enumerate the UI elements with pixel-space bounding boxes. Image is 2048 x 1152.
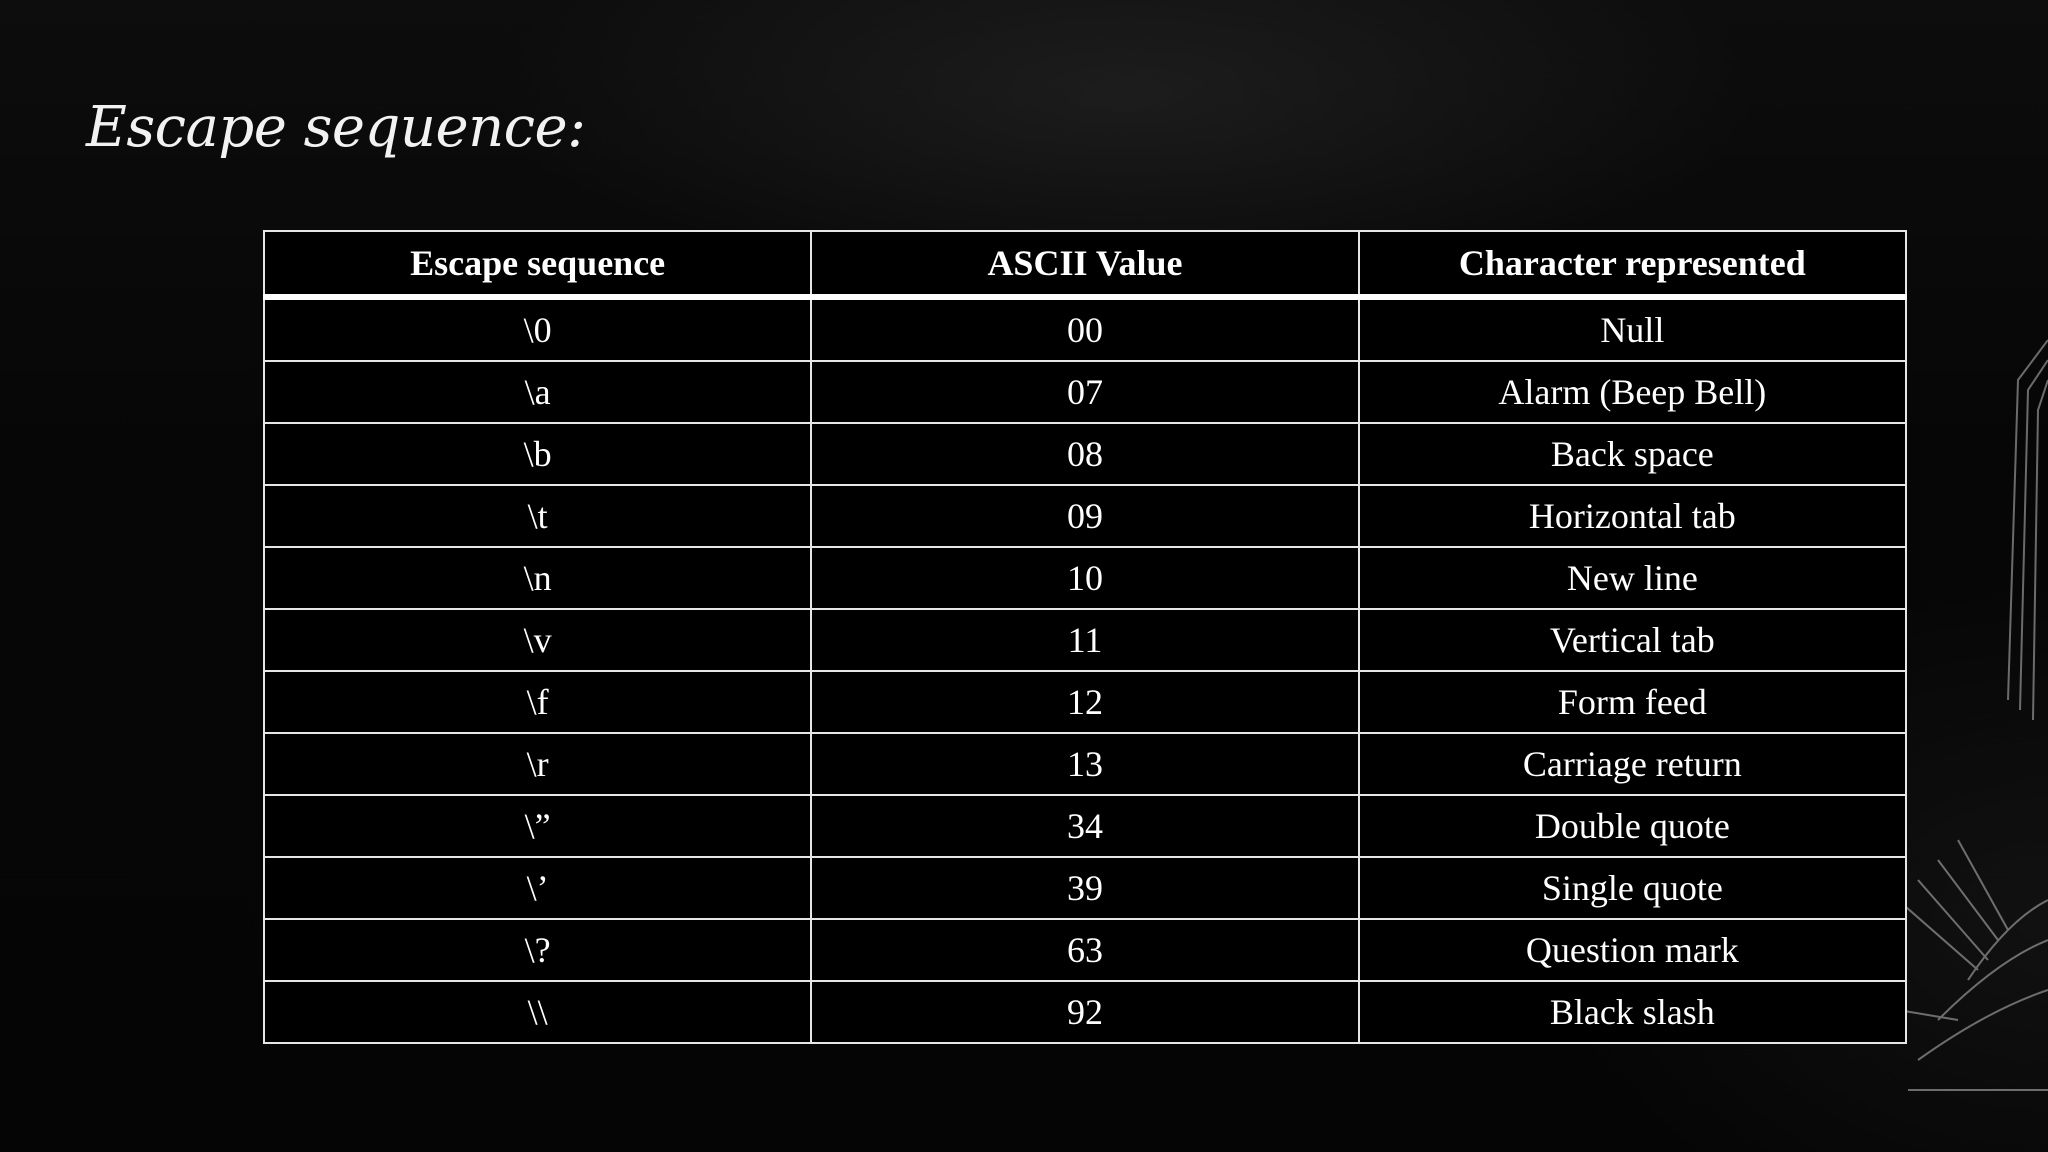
table-header-row [264,231,1906,297]
table-cell: New line [1359,547,1906,609]
table-cell: \” [264,795,811,857]
table-cell: 39 [811,857,1358,919]
table-row [264,733,1906,795]
table-cell: \t [264,485,811,547]
slide-title: Escape sequence: [86,95,586,160]
table-cell: Black slash [1359,981,1906,1043]
table-cell: \? [264,919,811,981]
table-cell: 11 [811,609,1358,671]
table-row [264,297,1906,361]
table-row [264,919,1906,981]
table-cell: Carriage return [1359,733,1906,795]
table-cell: \n [264,547,811,609]
table-cell: 63 [811,919,1358,981]
table-cell: 92 [811,981,1358,1043]
table-cell: 12 [811,671,1358,733]
table-cell: Double quote [1359,795,1906,857]
table-cell: Alarm (Beep Bell) [1359,361,1906,423]
table-body [264,297,1906,1043]
table-cell: \\ [264,981,811,1043]
escape-sequence-table [263,230,1907,1044]
table-cell: Single quote [1359,857,1906,919]
table-row [264,423,1906,485]
column-header: ASCII Value [811,231,1358,297]
table-cell: \f [264,671,811,733]
table-row [264,671,1906,733]
table-row [264,857,1906,919]
table-cell: \v [264,609,811,671]
table-cell: 10 [811,547,1358,609]
column-header: Character represented [1359,231,1906,297]
table-row [264,485,1906,547]
column-header: Escape sequence [264,231,811,297]
table-cell: Form feed [1359,671,1906,733]
table-cell: \’ [264,857,811,919]
table-row [264,361,1906,423]
table-cell: 08 [811,423,1358,485]
table-row [264,795,1906,857]
escape-sequence-table-container [263,230,1907,1044]
table-cell: 00 [811,297,1358,361]
table-cell: Horizontal tab [1359,485,1906,547]
table-cell: 09 [811,485,1358,547]
table-row [264,609,1906,671]
table-cell: \a [264,361,811,423]
table-cell: \r [264,733,811,795]
table-cell: Vertical tab [1359,609,1906,671]
table-cell: Back space [1359,423,1906,485]
table-cell: Question mark [1359,919,1906,981]
table-cell: Null [1359,297,1906,361]
table-row [264,547,1906,609]
table-cell: 07 [811,361,1358,423]
open-book-icon [1898,320,2048,1100]
table-cell: 34 [811,795,1358,857]
table-cell: \0 [264,297,811,361]
table-cell: \b [264,423,811,485]
table-cell: 13 [811,733,1358,795]
table-row [264,981,1906,1043]
